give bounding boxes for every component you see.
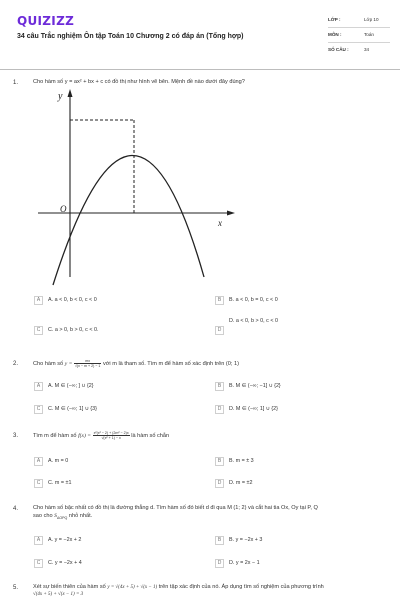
count-value: 34 (364, 47, 370, 52)
x-axis-arrow (227, 211, 235, 216)
formula-prefix: f(x) = (78, 432, 92, 439)
option-d[interactable] (215, 325, 229, 335)
option-letter-box: B (215, 296, 224, 305)
option-text: A. M ∈ (−∞; ] ∪ {2} (48, 383, 94, 389)
option-d[interactable] (215, 558, 260, 568)
equation-formula: √(4x + 5) + √(x − 1) = 3 (33, 592, 84, 597)
parabola-curve (53, 155, 204, 285)
question-text-line1-start: Xét sự biến thiên của hàm số (33, 584, 106, 590)
question-text (33, 584, 388, 598)
option-text: B. a < 0, b = 0, c < 0 (229, 297, 278, 303)
option-letter-box: A (34, 296, 43, 305)
option-letter-box: A (34, 382, 43, 391)
option-text: B. y = −2x + 3 (229, 537, 263, 543)
option-letter-box: D (215, 405, 224, 414)
question-number: 3. (13, 433, 19, 439)
option-text: B. M ∈ (−∞; −1] ∪ {2} (229, 383, 281, 389)
option-a[interactable] (34, 381, 94, 391)
option-letter-box: A (34, 457, 43, 466)
option-text: D. a < 0, b > 0, c < 0 (229, 318, 278, 324)
option-a[interactable] (34, 456, 68, 466)
question-text-start: Cho hàm số (33, 360, 64, 367)
count-label: SỐ CÂU : (328, 47, 349, 52)
area-subscript: ΔOPQ (56, 515, 68, 520)
question-text-end: là hàm số chẵn (131, 432, 170, 439)
parabola-graph (36, 87, 236, 287)
meta-divider (328, 42, 390, 43)
option-c[interactable] (34, 478, 71, 488)
question-text (33, 505, 388, 522)
option-text: C. m = ±1 (48, 480, 72, 486)
option-text: A. a < 0, b < 0, c < 0 (48, 297, 97, 303)
area-symbol: S (54, 512, 57, 519)
fraction-numerator: x²(x² − 2) + (2m² − 2)x (93, 431, 129, 435)
question-number: 5. (13, 585, 19, 591)
question-text-end: với m là tham số. Tìm m để hàm số xác định trên (0; 1) (102, 360, 239, 367)
question-text (33, 359, 388, 368)
question-number: 4. (13, 506, 19, 512)
subject-value: Toán (364, 32, 374, 37)
formula-prefix: y = (64, 360, 73, 367)
question-text-line1-end: trên tập xác định của nó. Áp dụng tìm số nghiệm của phương trình (158, 584, 324, 590)
question-text-line1: Cho hàm số bậc nhất có đồ thị là đường thẳng d. Tìm hàm số đó biết d đi qua M (1; 2) và cắt hai tia Ox, Oy tại P, Q (33, 505, 318, 511)
question-text (33, 431, 388, 440)
option-text: A. m = 0 (48, 458, 69, 464)
x-axis-label: x (218, 218, 222, 228)
option-letter-box: A (34, 536, 43, 545)
option-c[interactable] (34, 404, 97, 414)
subject-label: MÔN : (328, 32, 342, 37)
option-letter-box: B (215, 457, 224, 466)
option-letter-box: B (215, 382, 224, 391)
option-text: B. m = ± 3 (229, 458, 254, 464)
option-letter-box: D (215, 559, 224, 568)
option-b[interactable] (215, 456, 254, 466)
option-letter-box: C (34, 479, 43, 488)
option-c[interactable] (34, 558, 82, 568)
option-text: D. m = ±2 (229, 480, 253, 486)
quizizz-logo: QUIZIZZ (17, 14, 75, 28)
option-text: C. y = −2x + 4 (48, 560, 82, 566)
option-letter-box: D (215, 479, 224, 488)
question-text: Cho hàm số y = ax² + bx + c có đồ thị như hình vẽ bên. Mệnh đề nào dưới đây đúng? (33, 79, 245, 85)
option-a[interactable] (34, 535, 81, 545)
option-text: C. a > 0, b > 0, c < 0. (48, 327, 99, 333)
function-formula: y = √(4x + 5) + √(x − 1) (107, 585, 158, 590)
question-number: 1. (13, 80, 19, 86)
option-d[interactable] (215, 404, 278, 414)
fraction-denominator: √(x² + 1) − x (101, 436, 121, 440)
question-text-line2-start: sao cho (33, 512, 53, 519)
option-b[interactable] (215, 381, 281, 391)
option-letter-box: D (215, 326, 224, 335)
option-letter-box: B (215, 536, 224, 545)
class-value: Lớp 10 (364, 17, 379, 22)
class-label: LỚP : (328, 17, 341, 22)
option-d[interactable] (215, 478, 252, 488)
option-text: A. y = −2x + 2 (48, 537, 82, 543)
option-b[interactable] (215, 535, 262, 545)
question-text-start: Tìm m để hàm số (33, 432, 77, 439)
option-c[interactable] (34, 325, 99, 335)
fraction-denominator: √(x − m + 2) − 1 (74, 364, 101, 368)
question-text-line2-end: nhỏ nhất. (68, 512, 93, 519)
document-header (0, 0, 400, 70)
formula-fraction (74, 359, 101, 368)
y-axis-label: y (58, 91, 63, 102)
option-letter-box: C (34, 326, 43, 335)
formula-fraction (93, 431, 130, 440)
option-b[interactable] (215, 295, 278, 305)
option-a[interactable] (34, 295, 97, 305)
option-text: D. y = 2x − 1 (229, 560, 260, 566)
y-axis-arrow (68, 89, 73, 97)
question-number: 2. (13, 361, 19, 367)
option-text: C. M ∈ (−∞; 1] ∪ {3} (48, 406, 97, 412)
origin-label: O (60, 204, 67, 214)
option-text: D. M ∈ (−∞; 1] ∪ {2} (229, 406, 278, 412)
meta-divider (328, 27, 390, 28)
document-title: 34 câu Trắc nghiệm Ôn tập Toán 10 Chương 2 có đáp án (Tổng hợp) (17, 33, 244, 40)
option-letter-box: C (34, 405, 43, 414)
option-letter-box: C (34, 559, 43, 568)
fraction-numerator: mx (74, 359, 101, 364)
